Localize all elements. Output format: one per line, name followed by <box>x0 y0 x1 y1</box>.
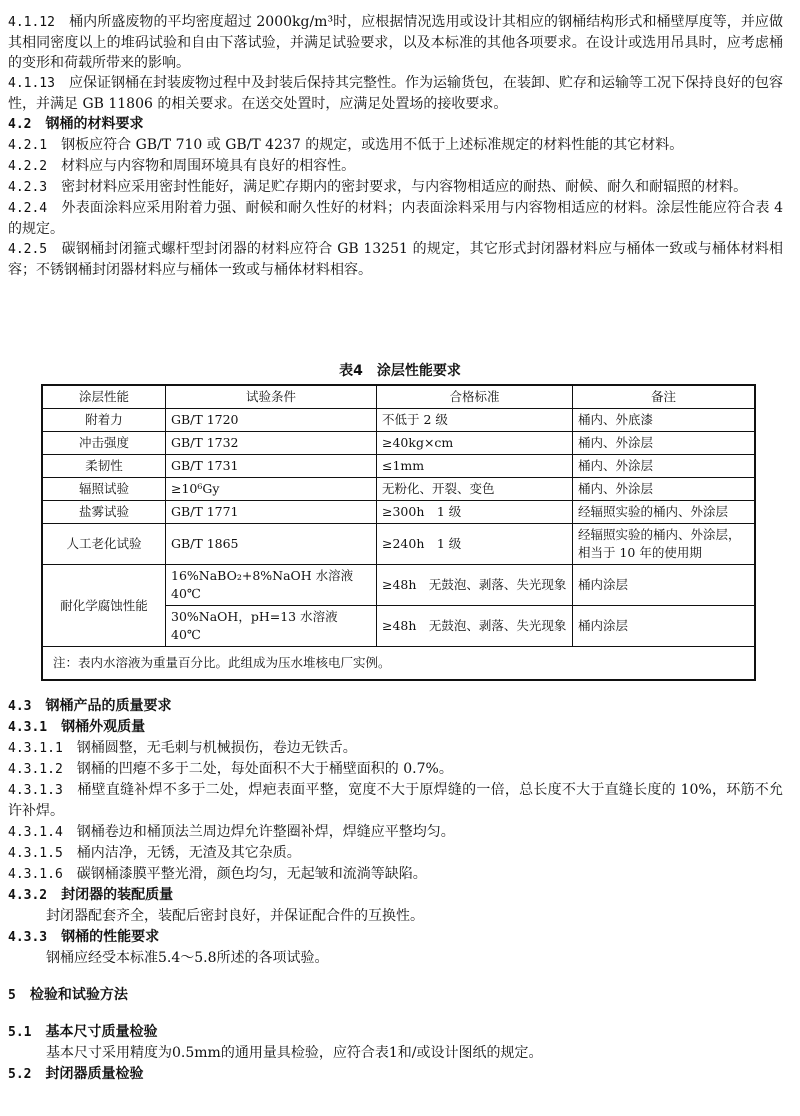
clause-4-3-1-1 <box>8 738 783 759</box>
clause-number: 4.2.4 <box>8 201 48 216</box>
clause-body <box>8 1043 783 1064</box>
table-cell: ≥48h 无鼓泡、剥落、失光现象 <box>377 565 573 606</box>
table-cell: 经辐照实验的桶内、外涂层，相当于 10 年的使用期 <box>573 524 756 565</box>
clause-text: 桶内洁净，无锈，无渣及其它杂质。 <box>76 845 301 861</box>
clause-text: 钢桶应经受本标准5.4～5.8所述的各项试验。 <box>46 950 329 966</box>
clause-4-3-1-3 <box>8 780 783 822</box>
table-cell: 桶内、外涂层 <box>573 478 756 501</box>
clause-text: 材料应与内容物和周围环境具有良好的相容性。 <box>61 158 356 174</box>
clause-4-2-2 <box>8 156 783 177</box>
table-note: 注：表内水溶液为重量百分比。此组成为压水堆核电厂实例。 <box>42 647 755 681</box>
table-row <box>42 565 755 606</box>
clause-number: 5.1 <box>8 1025 32 1040</box>
table-cell: GB/T 1720 <box>166 409 377 432</box>
column-header: 涂层性能 <box>42 385 166 409</box>
clause-4-3-1-4 <box>8 822 783 843</box>
clause-text: 基本尺寸质量检验 <box>45 1024 158 1040</box>
table-cell: 耐化学腐蚀性能 <box>42 565 166 647</box>
table-cell: 桶内、外涂层 <box>573 432 756 455</box>
section-heading-4-3 <box>8 696 783 717</box>
clause-text: 检验和试验方法 <box>29 987 128 1003</box>
column-header: 合格标准 <box>377 385 573 409</box>
table-cell: ≥240h 1 级 <box>377 524 573 565</box>
table-cell: 柔韧性 <box>42 455 166 478</box>
clause-4-3-1-6 <box>8 864 783 885</box>
column-header: 试验条件 <box>166 385 377 409</box>
lower-text <box>8 696 783 1085</box>
clause-number: 4.2 <box>8 117 32 132</box>
table-row <box>42 524 755 565</box>
table-cell: 桶内、外底漆 <box>573 409 756 432</box>
table-cell: ≥300h 1 级 <box>377 501 573 524</box>
clause-4-2-5 <box>8 239 783 280</box>
clause-number: 4.2.3 <box>8 180 48 195</box>
table-cell: ≥10⁶Gy <box>166 478 377 501</box>
table-cell: 桶内涂层 <box>573 606 756 647</box>
clause-text: 钢桶卷边和桶顶法兰周边焊允许整圈补焊，焊缝应平整均匀。 <box>76 824 455 840</box>
clause-number: 4.3.1.5 <box>8 846 63 861</box>
table-cell: GB/T 1732 <box>166 432 377 455</box>
clause-text: 钢桶的凹瘪不多于二处，每处面积不大于桶壁面积的 0.7%。 <box>76 761 453 777</box>
section-heading-5-2 <box>8 1064 783 1085</box>
clause-number: 5 <box>8 988 16 1003</box>
clause-text: 密封材料应采用密封性能好，满足贮存期内的密封要求，与内容物相适应的耐热、耐候、耐久和耐辐照的材料。 <box>61 179 748 195</box>
column-header: 备注 <box>573 385 756 409</box>
table-cell: ≤1mm <box>377 455 573 478</box>
clause-number: 4.2.1 <box>8 138 48 153</box>
table-cell: 人工老化试验 <box>42 524 166 565</box>
clause-text: 钢桶圆整，无毛刺与机械损伤，卷边无铁舌。 <box>76 740 357 756</box>
table-cell: 附着力 <box>42 409 166 432</box>
table-row <box>42 409 755 432</box>
clause-text: 外表面涂料应采用附着力强、耐候和耐久性好的材料；内表面涂料采用与内容物相适应的材料。涂层性能应符合表 4 的规定。 <box>8 200 784 237</box>
spacer <box>8 1006 783 1022</box>
table-cell: ≥40kg×cm <box>377 432 573 455</box>
clause-4-2-3 <box>8 177 783 198</box>
section-heading-5-1 <box>8 1022 783 1043</box>
clause-text: 钢桶的材料要求 <box>45 116 144 132</box>
table-cell: 冲击强度 <box>42 432 166 455</box>
clause-text: 钢桶的性能要求 <box>61 929 160 945</box>
clause-number: 5.2 <box>8 1067 32 1082</box>
section-heading-4-3-1 <box>8 717 783 738</box>
section-heading-4-3-2 <box>8 885 783 906</box>
table-row <box>42 478 755 501</box>
clause-text: 桶壁直缝补焊不多于二处，焊疤表面平整，宽度不大于原焊缝的一倍，总长度不大于直缝长度的 10%，环筋不允许补焊。 <box>8 782 783 819</box>
clause-text: 钢桶产品的质量要求 <box>45 698 172 714</box>
clause-text: 基本尺寸采用精度为0.5mm的通用量具检验，应符合表1和/或设计图纸的规定。 <box>46 1045 543 1061</box>
clause-text: 碳钢桶漆膜平整光滑，颜色均匀，无起皱和流淌等缺陷。 <box>76 866 427 882</box>
clause-4-3-1-2 <box>8 759 783 780</box>
clause-text: 封闭器质量检验 <box>45 1066 144 1082</box>
table-cell: 16%NaBO₂+8%NaOH 水溶液 40℃ <box>166 565 377 606</box>
table-row <box>42 501 755 524</box>
clause-text: 桶内所盛废物的平均密度超过 2000kg/m³时，应根据情况选用或设计其相应的钢桶结构形式和桶壁厚度等，并应做其相同密度以上的堆码试验和自由下落试验，并满足试验要求，以及本标准的其他各项要求。在设计或选用吊具时，应考虑桶的变形和荷载所带来的影响。 <box>8 14 783 71</box>
clause-4-2-4 <box>8 198 783 239</box>
clause-4-1-12 <box>8 12 783 73</box>
clause-text: 钢桶外观质量 <box>61 719 146 735</box>
table-note-row <box>42 647 755 681</box>
clause-number: 4.3.1.1 <box>8 741 63 756</box>
section-heading-5 <box>8 985 783 1006</box>
clause-number: 4.3.1 <box>8 720 48 735</box>
table-cell: 不低于 2 级 <box>377 409 573 432</box>
table-cell: 30%NaOH，pH=13 水溶液 40℃ <box>166 606 377 647</box>
table-cell: 无粉化、开裂、变色 <box>377 478 573 501</box>
clause-body <box>8 906 783 927</box>
clause-number: 4.3.3 <box>8 930 48 945</box>
table-row <box>42 455 755 478</box>
clause-text: 钢板应符合 GB/T 710 或 GB/T 4237 的规定，或选用不低于上述标准规定的材料性能的其它材料。 <box>61 137 684 153</box>
clause-number: 4.2.2 <box>8 159 48 174</box>
clause-body <box>8 948 783 969</box>
section-heading-4-3-3 <box>8 927 783 948</box>
table-cell: 经辐照实验的桶内、外涂层 <box>573 501 756 524</box>
table-cell: GB/T 1731 <box>166 455 377 478</box>
clause-number: 4.3.1.6 <box>8 867 63 882</box>
clause-4-1-13 <box>8 73 783 114</box>
table-cell: ≥48h 无鼓泡、剥落、失光现象 <box>377 606 573 647</box>
table-cell: 桶内涂层 <box>573 565 756 606</box>
clause-number: 4.3.1.2 <box>8 762 63 777</box>
clause-number: 4.3 <box>8 699 32 714</box>
clause-4-3-1-5 <box>8 843 783 864</box>
clause-number: 4.1.12 <box>8 15 55 30</box>
upper-text <box>8 12 783 280</box>
spacer <box>8 969 783 985</box>
table-cell: GB/T 1771 <box>166 501 377 524</box>
table-cell: 辐照试验 <box>42 478 166 501</box>
clause-number: 4.3.1.4 <box>8 825 63 840</box>
table-caption: 表4 涂层性能要求 <box>339 363 461 379</box>
clause-number: 4.3.2 <box>8 888 48 903</box>
clause-text: 碳钢桶封闭箍式螺杆型封闭器的材料应符合 GB 13251 的规定，其它形式封闭器材料应与桶体一致或与桶体材料相容；不锈钢桶封闭器材料应与桶体一致或与桶体材料相容。 <box>8 241 784 278</box>
clause-4-2-1 <box>8 135 783 156</box>
coating-performance-table <box>41 384 756 681</box>
clause-text: 应保证钢桶在封装废物过程中及封装后保持其完整性。作为运输货包，在装卸、贮存和运输等工况下保持良好的包容性，并满足 GB 11806 的相关要求。在送交处置时，应满足处置场的接收要求。 <box>8 75 784 112</box>
table-cell: GB/T 1865 <box>166 524 377 565</box>
clause-text: 封闭器配套齐全，装配后密封良好，并保证配合件的互换性。 <box>46 908 424 924</box>
table-cell: 盐雾试验 <box>42 501 166 524</box>
section-heading-4-2 <box>8 114 783 135</box>
clause-number: 4.1.13 <box>8 76 55 91</box>
clause-number: 4.3.1.3 <box>8 783 63 798</box>
table-header-row <box>42 385 755 409</box>
table-cell: 桶内、外涂层 <box>573 455 756 478</box>
clause-text: 封闭器的装配质量 <box>61 887 174 903</box>
table-row <box>42 432 755 455</box>
clause-number: 4.2.5 <box>8 242 48 257</box>
